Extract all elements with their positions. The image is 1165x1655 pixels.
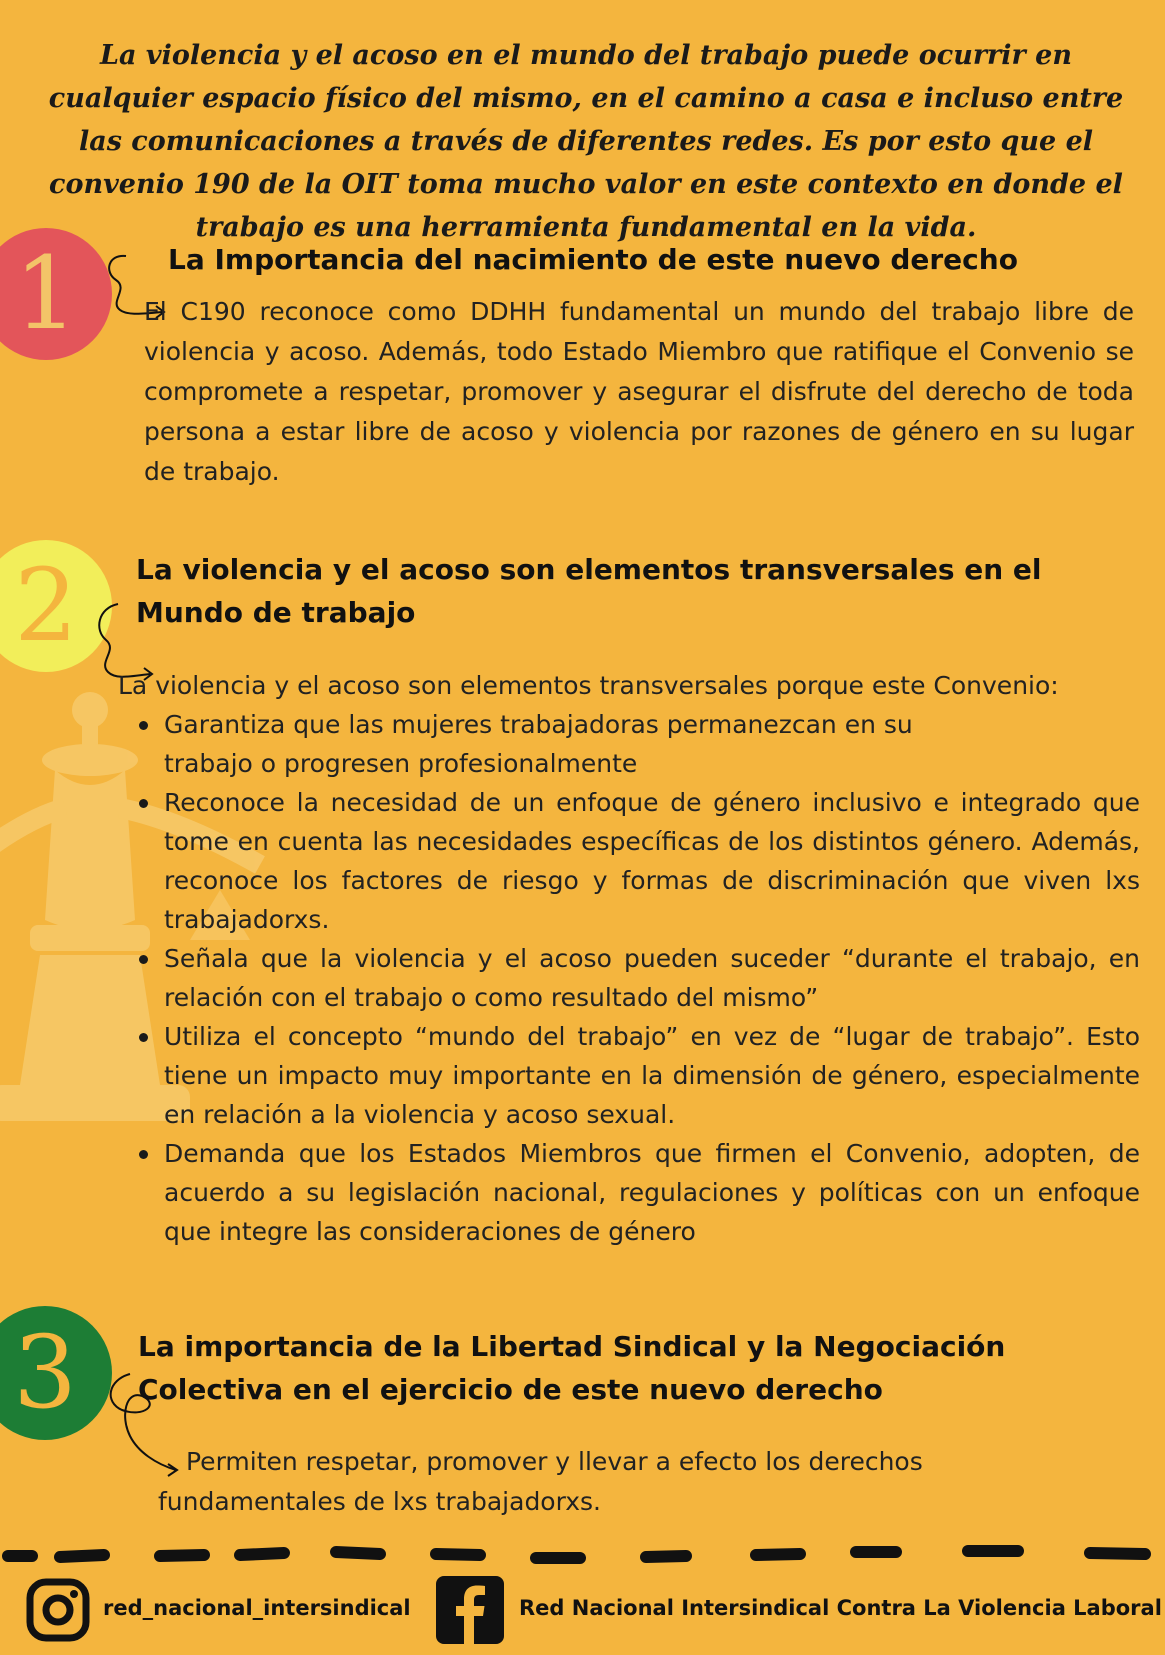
facebook-page-name[interactable]: Red Nacional Intersindical Contra La Violencia Laboral [519,1596,1162,1620]
dashed-divider [0,1540,1165,1570]
instagram-handle[interactable]: red_nacional_intersindical [103,1596,411,1620]
section-1-heading: La Importancia del nacimiento de este nuevo derecho [168,243,1018,276]
list-item: Señala que la violencia y el acoso pueden suceder “durante el trabajo, en relación con el trabajo o como resultado del mismo” [135,939,1140,1017]
list-item: Reconoce la necesidad de un enfoque de género inclusivo e integrado que tome en cuenta las necesidades específicas de los distintos género. Además, reconoce los factores de riesgo y formas de discriminación que viven lxs trabajadorxs. [135,783,1140,939]
section-number-1: 1 [0,228,112,360]
section-number-3: 3 [0,1306,112,1440]
list-item: Utiliza el concepto “mundo del trabajo” en vez de “lugar de trabajo”. Esto tiene un impacto muy importante en la dimensión de género, especialmente en relación a la violencia y acoso sexual. [135,1017,1140,1134]
list-item: Garantiza que las mujeres trabajadoras permanezcan en su trabajo o progresen profesionalmente [135,705,915,783]
section-3-heading: La importancia de la Libertad Sindical y la Negociación Colectiva en el ejercicio de este nuevo derecho [138,1330,1006,1406]
intro-text: La violencia y el acoso en el mundo del trabajo puede ocurrir en cualquier espacio físico del mismo, en el camino a casa e incluso entre las comunicaciones a través de diferentes redes. Es por esto que el convenio 190 de la OIT toma mucho valor en este contexto en donde el trabajo es una herramienta fundamental en la vida. [48,40,1124,243]
facebook-icon[interactable] [436,1576,504,1644]
section-2-intro: La violencia y el acoso son elementos transversales porque este Convenio: [118,671,1059,700]
section-number-2: 2 [0,540,112,672]
section-1-body: El C190 reconoce como DDHH fundamental un mundo del trabajo libre de violencia y acoso. Además, todo Estado Miembro que ratifique el Convenio se compromete a respetar, promover y asegurar el disfrute del derecho de toda persona a estar libre de acoso y violencia por razones de género en su lugar de trabajo. [144,297,1134,486]
instagram-icon[interactable] [24,1576,92,1644]
section-2-heading: La violencia y el acoso son elementos transversales en el Mundo de trabajo [136,553,1042,629]
section-3-body: Permiten respetar, promover y llevar a efecto los derechos fundamentales de lxs trabajadorxs. [158,1447,923,1516]
list-item: Demanda que los Estados Miembros que firmen el Convenio, adopten, de acuerdo a su legislación nacional, regulaciones y políticas con un enfoque que integre las consideraciones de género [135,1134,1140,1251]
section-2-bullet-list [135,705,1140,1251]
